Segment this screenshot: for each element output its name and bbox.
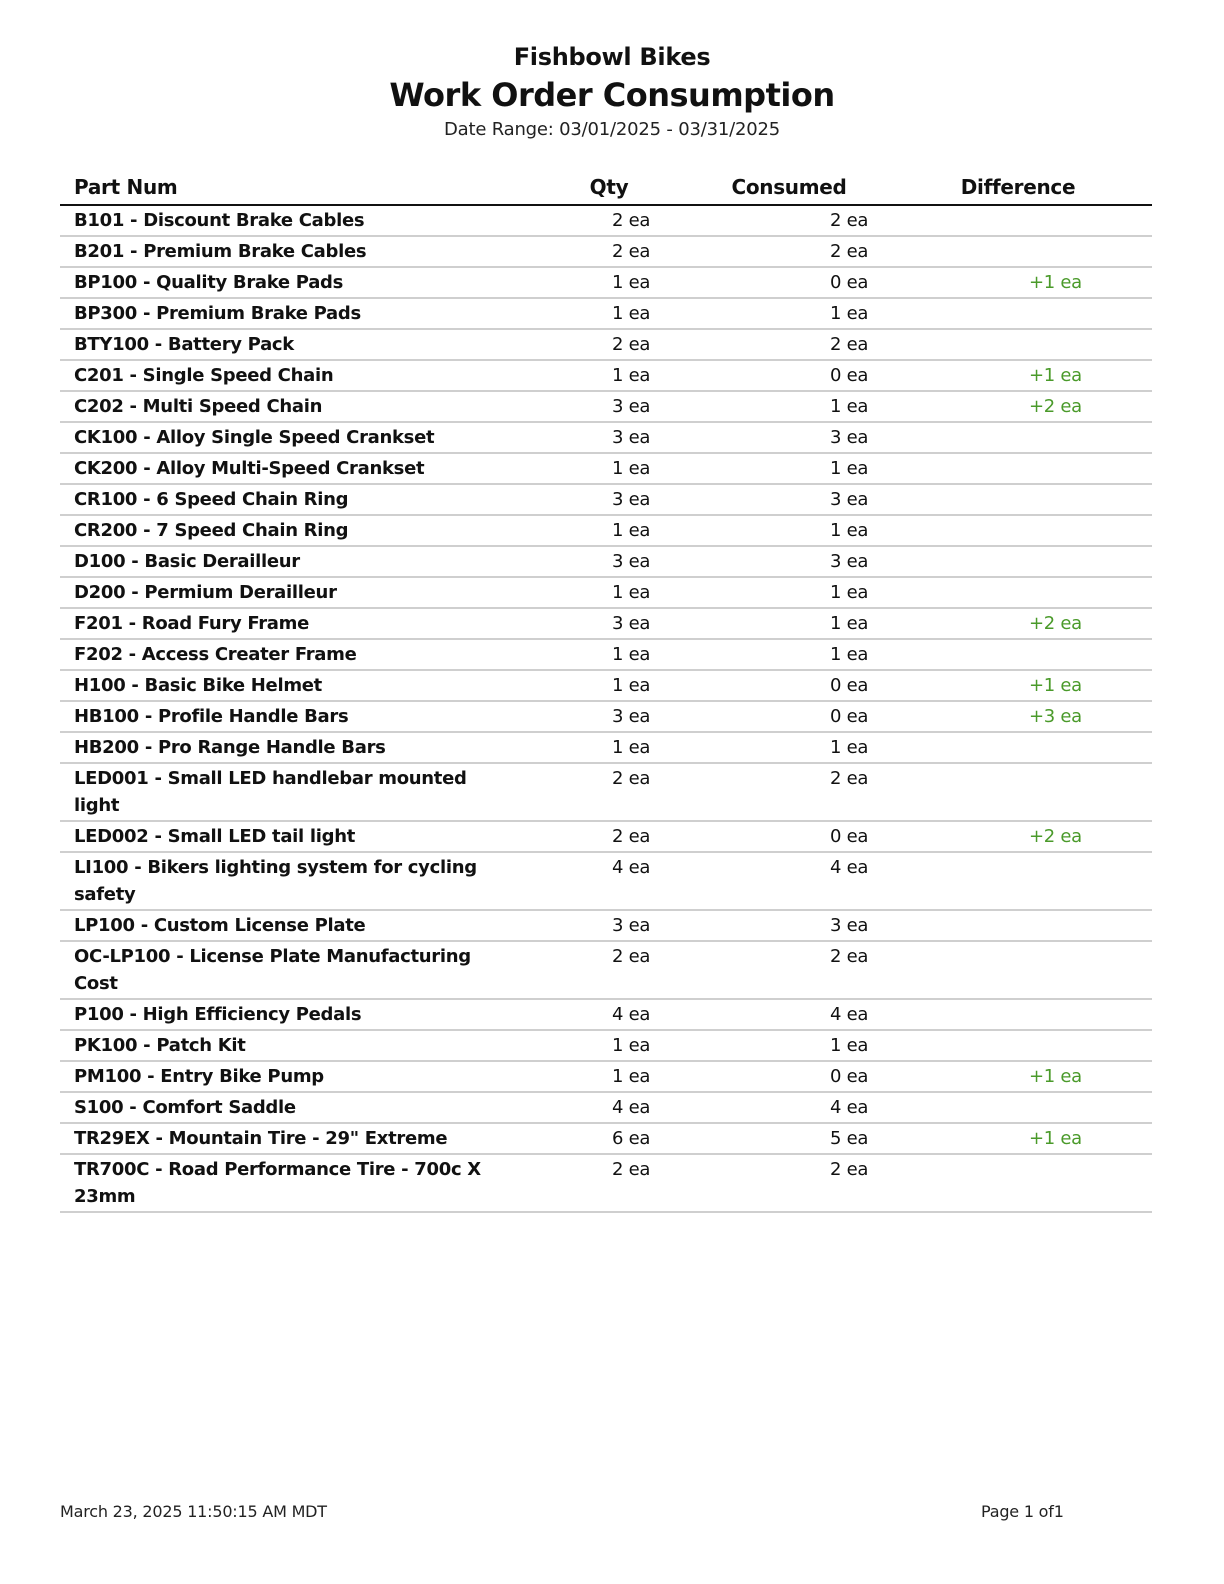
consumed-cell: 3 ea [694, 910, 884, 941]
report-header [0, 40, 1224, 144]
consumed-cell: 0 ea [694, 821, 884, 852]
table-row [60, 236, 1152, 267]
part-num-cell: TR29EX - Mountain Tire - 29" Extreme [60, 1123, 524, 1154]
qty-cell: 1 ea [524, 515, 694, 546]
difference-cell [884, 422, 1152, 453]
part-num-cell: PK100 - Patch Kit [60, 1030, 524, 1061]
qty-cell: 2 ea [524, 1154, 694, 1212]
qty-cell: 2 ea [524, 941, 694, 999]
table-row [60, 670, 1152, 701]
part-num-cell: H100 - Basic Bike Helmet [60, 670, 524, 701]
consumed-cell: 3 ea [694, 422, 884, 453]
part-num-cell: HB200 - Pro Range Handle Bars [60, 732, 524, 763]
consumed-cell: 5 ea [694, 1123, 884, 1154]
consumed-cell: 1 ea [694, 515, 884, 546]
difference-cell: +1 ea [884, 670, 1152, 701]
part-num-cell: B201 - Premium Brake Cables [60, 236, 524, 267]
table-row [60, 453, 1152, 484]
part-num-cell: LED001 - Small LED handlebar mounted light [60, 763, 524, 821]
qty-cell: 3 ea [524, 391, 694, 422]
difference-cell: +2 ea [884, 608, 1152, 639]
qty-cell: 4 ea [524, 999, 694, 1030]
part-num-cell: LED002 - Small LED tail light [60, 821, 524, 852]
consumed-cell: 4 ea [694, 1092, 884, 1123]
qty-cell: 1 ea [524, 1061, 694, 1092]
part-num-cell: PM100 - Entry Bike Pump [60, 1061, 524, 1092]
table-row [60, 701, 1152, 732]
difference-cell [884, 329, 1152, 360]
difference-cell [884, 763, 1152, 821]
difference-cell [884, 732, 1152, 763]
table-row [60, 298, 1152, 329]
consumed-cell: 2 ea [694, 763, 884, 821]
table-body [60, 205, 1152, 1212]
consumed-cell: 0 ea [694, 670, 884, 701]
consumed-cell: 2 ea [694, 1154, 884, 1212]
difference-cell [884, 236, 1152, 267]
consumption-table [60, 170, 1152, 1213]
table-row [60, 821, 1152, 852]
qty-cell: 3 ea [524, 701, 694, 732]
qty-cell: 3 ea [524, 484, 694, 515]
difference-cell [884, 546, 1152, 577]
part-num-cell: CR200 - 7 Speed Chain Ring [60, 515, 524, 546]
column-header-qty: Qty [524, 170, 694, 205]
consumed-cell: 2 ea [694, 236, 884, 267]
difference-cell [884, 1030, 1152, 1061]
difference-cell [884, 577, 1152, 608]
table-row [60, 515, 1152, 546]
consumed-cell: 1 ea [694, 1030, 884, 1061]
table-row [60, 391, 1152, 422]
date-range: Date Range: 03/01/2025 - 03/31/2025 [443, 119, 780, 140]
table-row [60, 999, 1152, 1030]
part-num-cell: TR700C - Road Performance Tire - 700c X 23mm [60, 1154, 524, 1212]
column-header-part-num: Part Num [60, 170, 524, 205]
qty-cell: 4 ea [524, 1092, 694, 1123]
difference-cell: +1 ea [884, 1123, 1152, 1154]
column-header-difference: Difference [884, 170, 1152, 205]
consumed-cell: 4 ea [694, 999, 884, 1030]
consumed-cell: 1 ea [694, 453, 884, 484]
difference-cell: +1 ea [884, 1061, 1152, 1092]
part-num-cell: P100 - High Efficiency Pedals [60, 999, 524, 1030]
part-num-cell: F202 - Access Creater Frame [60, 639, 524, 670]
consumed-cell: 4 ea [694, 852, 884, 910]
qty-cell: 2 ea [524, 205, 694, 236]
difference-cell [884, 205, 1152, 236]
consumed-cell: 1 ea [694, 732, 884, 763]
consumed-cell: 0 ea [694, 701, 884, 732]
difference-cell [884, 484, 1152, 515]
consumed-cell: 0 ea [694, 1061, 884, 1092]
print-timestamp: March 23, 2025 11:50:15 AM MDT [60, 1502, 327, 1521]
qty-cell: 1 ea [524, 298, 694, 329]
part-num-cell: C201 - Single Speed Chain [60, 360, 524, 391]
consumed-cell: 1 ea [694, 639, 884, 670]
part-num-cell: CR100 - 6 Speed Chain Ring [60, 484, 524, 515]
difference-cell: +2 ea [884, 391, 1152, 422]
table-row [60, 267, 1152, 298]
consumed-cell: 2 ea [694, 205, 884, 236]
difference-cell [884, 1092, 1152, 1123]
table-row [60, 639, 1152, 670]
part-num-cell: OC-LP100 - License Plate Manufacturing Cost [60, 941, 524, 999]
table-header-row [60, 170, 1152, 205]
difference-cell: +1 ea [884, 267, 1152, 298]
qty-cell: 3 ea [524, 422, 694, 453]
qty-cell: 2 ea [524, 236, 694, 267]
table-row [60, 329, 1152, 360]
qty-cell: 1 ea [524, 360, 694, 391]
table-row [60, 941, 1152, 999]
part-num-cell: BP100 - Quality Brake Pads [60, 267, 524, 298]
consumed-cell: 3 ea [694, 546, 884, 577]
part-num-cell: HB100 - Profile Handle Bars [60, 701, 524, 732]
qty-cell: 1 ea [524, 732, 694, 763]
difference-cell [884, 1154, 1152, 1212]
difference-cell [884, 453, 1152, 484]
table-row [60, 608, 1152, 639]
part-num-cell: BTY100 - Battery Pack [60, 329, 524, 360]
difference-cell [884, 999, 1152, 1030]
page-number: Page 1 of1 [981, 1502, 1064, 1521]
consumed-cell: 0 ea [694, 360, 884, 391]
qty-cell: 6 ea [524, 1123, 694, 1154]
part-num-cell: C202 - Multi Speed Chain [60, 391, 524, 422]
table-row [60, 577, 1152, 608]
part-num-cell: D100 - Basic Derailleur [60, 546, 524, 577]
qty-cell: 2 ea [524, 821, 694, 852]
difference-cell [884, 910, 1152, 941]
table-row [60, 1154, 1152, 1212]
consumed-cell: 1 ea [694, 391, 884, 422]
difference-cell [884, 639, 1152, 670]
part-num-cell: F201 - Road Fury Frame [60, 608, 524, 639]
consumed-cell: 2 ea [694, 329, 884, 360]
qty-cell: 1 ea [524, 639, 694, 670]
table-row [60, 1030, 1152, 1061]
part-num-cell: BP300 - Premium Brake Pads [60, 298, 524, 329]
part-num-cell: D200 - Permium Derailleur [60, 577, 524, 608]
table-row [60, 1061, 1152, 1092]
difference-cell [884, 515, 1152, 546]
qty-cell: 1 ea [524, 670, 694, 701]
table-row [60, 763, 1152, 821]
consumed-cell: 3 ea [694, 484, 884, 515]
qty-cell: 2 ea [524, 329, 694, 360]
company-name: Fishbowl Bikes [513, 43, 711, 71]
difference-cell: +1 ea [884, 360, 1152, 391]
table-row [60, 852, 1152, 910]
difference-cell: +3 ea [884, 701, 1152, 732]
qty-cell: 3 ea [524, 546, 694, 577]
difference-cell [884, 941, 1152, 999]
column-header-consumed: Consumed [694, 170, 884, 205]
part-num-cell: CK200 - Alloy Multi-Speed Crankset [60, 453, 524, 484]
difference-cell: +2 ea [884, 821, 1152, 852]
table-row [60, 360, 1152, 391]
part-num-cell: B101 - Discount Brake Cables [60, 205, 524, 236]
part-num-cell: CK100 - Alloy Single Speed Crankset [60, 422, 524, 453]
qty-cell: 3 ea [524, 608, 694, 639]
difference-cell [884, 852, 1152, 910]
difference-cell [884, 298, 1152, 329]
qty-cell: 1 ea [524, 453, 694, 484]
report-title: Work Order Consumption [389, 76, 835, 114]
qty-cell: 3 ea [524, 910, 694, 941]
table-row [60, 484, 1152, 515]
table-row [60, 910, 1152, 941]
qty-cell: 1 ea [524, 577, 694, 608]
consumed-cell: 1 ea [694, 577, 884, 608]
qty-cell: 1 ea [524, 1030, 694, 1061]
consumed-cell: 1 ea [694, 298, 884, 329]
consumed-cell: 1 ea [694, 608, 884, 639]
consumed-cell: 2 ea [694, 941, 884, 999]
table-row [60, 546, 1152, 577]
qty-cell: 4 ea [524, 852, 694, 910]
part-num-cell: LP100 - Custom License Plate [60, 910, 524, 941]
part-num-cell: S100 - Comfort Saddle [60, 1092, 524, 1123]
table-row [60, 422, 1152, 453]
table-row [60, 1123, 1152, 1154]
qty-cell: 2 ea [524, 763, 694, 821]
table-row [60, 1092, 1152, 1123]
qty-cell: 1 ea [524, 267, 694, 298]
table-row [60, 732, 1152, 763]
consumed-cell: 0 ea [694, 267, 884, 298]
part-num-cell: LI100 - Bikers lighting system for cycling safety [60, 852, 524, 910]
table-row [60, 205, 1152, 236]
